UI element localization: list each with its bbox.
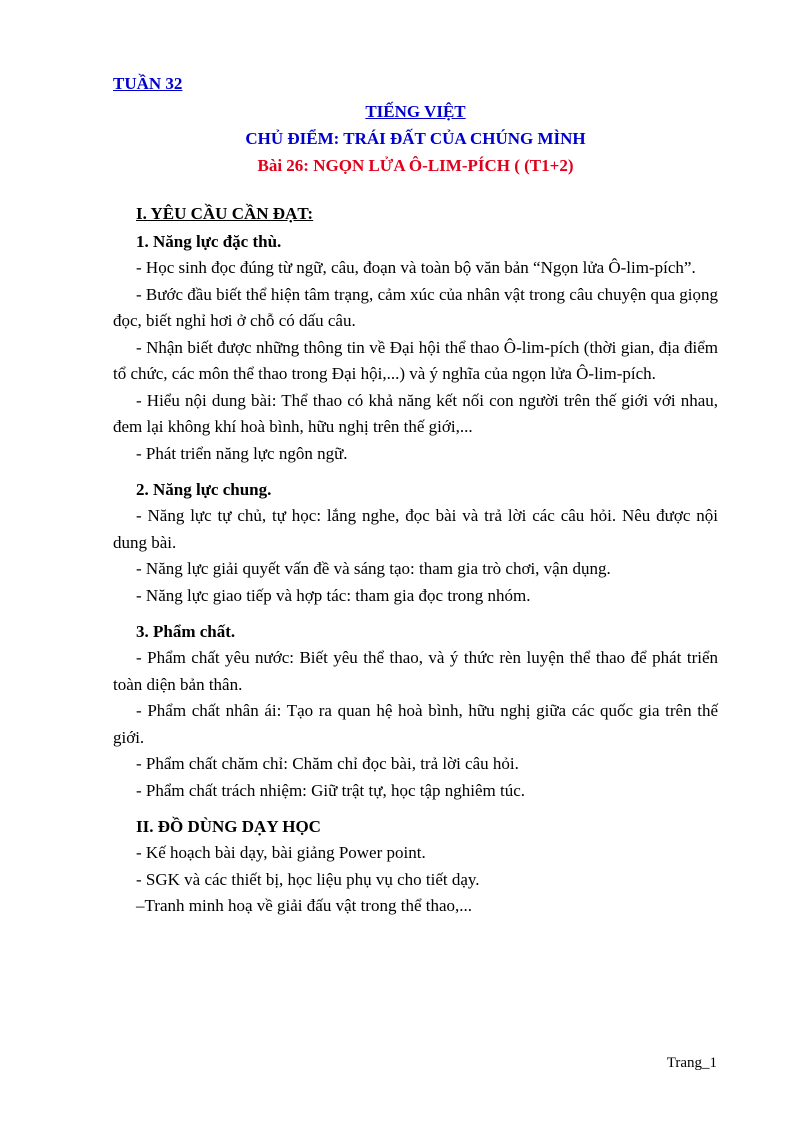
subject-title: TIẾNG VIỆT [365,102,466,121]
document-content [113,74,718,920]
list-item: –Tranh minh hoạ về giải đấu vật trong thể thao,... [136,896,473,915]
subsection-general-competence: 2. Năng lực chung. [136,480,272,499]
theme-title: CHỦ ĐIỂM: TRÁI ĐẤT CỦA CHÚNG MÌNH [245,129,586,148]
list-item: - Phẩm chất trách nhiệm: Giữ trật tự, học tập nghiêm túc. [136,780,526,800]
list-item: - Kế hoạch bài dạy, bài giảng Power point. [136,843,426,862]
list-item: - Phẩm chất chăm chỉ: Chăm chỉ đọc bài, trả lời câu hỏi. [136,754,519,773]
list-item: - Năng lực tự chủ, tự học: lắng nghe, đọc bài và trả lời các câu hỏi. Nêu được nội dung bài. [113,506,718,552]
list-item: - SGK và các thiết bị, học liệu phụ vụ cho tiết dạy. [136,869,480,889]
lesson-title: Bài 26: NGỌN LỬA Ô-LIM-PÍCH ( (T1+2) [257,156,574,175]
list-item: - Năng lực giao tiếp và hợp tác: tham gia đọc trong nhóm. [136,585,531,605]
list-item: - Nhận biết được những thông tin về Đại hội thể thao Ô-lim-pích (thời gian, địa điểm tổ chức, các môn thể thao trong Đại hội,...) và ý nghĩa của ngọn lửa Ô-lim-pích. [113,337,718,383]
list-item: - Phẩm chất yêu nước: Biết yêu thể thao, và ý thức rèn luyện thể thao để phát triển toàn diện bản thân. [113,648,718,694]
list-item: - Bước đầu biết thể hiện tâm trạng, cảm xúc của nhân vật trong câu chuyện qua giọng đọc, biết nghỉ hơi ở chỗ có dấu câu. [113,284,718,330]
list-item: - Hiểu nội dung bài: Thể thao có khả năng kết nối con người trên thế giới với nhau, đem lại không khí hoà bình, hữu nghị trên thế giới,... [113,390,718,436]
section-materials-title: II. ĐỒ DÙNG DẠY HỌC [136,817,321,836]
subsection-qualities: 3. Phẩm chất. [136,622,236,641]
list-item: - Học sinh đọc đúng từ ngữ, câu, đoạn và toàn bộ văn bản “Ngọn lửa Ô-lim-pích”. [136,258,696,277]
subsection-specific-competence: 1. Năng lực đặc thù. [136,232,282,251]
list-item: - Năng lực giải quyết vấn đề và sáng tạo: tham gia trò chơi, vận dụng. [136,559,611,578]
list-item: - Phẩm chất nhân ái: Tạo ra quan hệ hoà bình, hữu nghị giữa các quốc gia trên thế giới. [113,701,718,747]
section-requirements-title: I. YÊU CẦU CẦN ĐẠT: [136,204,314,223]
week-label: TUẦN 32 [113,74,183,93]
list-item: - Phát triển năng lực ngôn ngữ. [136,443,348,463]
page-number: Trang_1 [666,1055,717,1071]
